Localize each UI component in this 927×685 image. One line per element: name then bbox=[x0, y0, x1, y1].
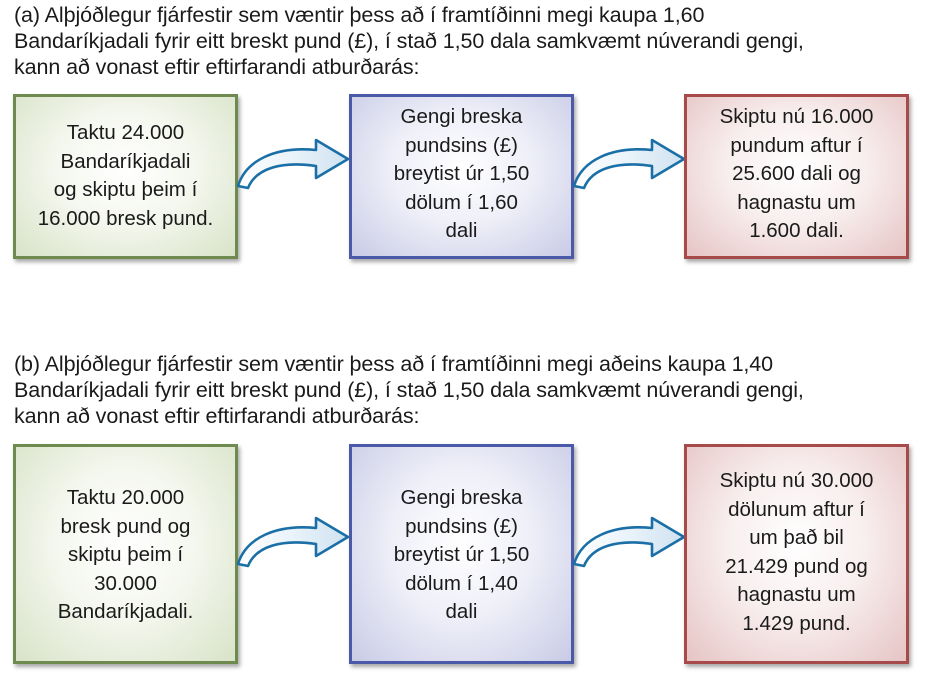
curved-arrow-icon bbox=[236, 508, 351, 568]
part-a-step-1-text: Taktu 24.000 Bandaríkjadali og skiptu þeim í 16.000 bresk pund. bbox=[37, 121, 214, 230]
part-b-step-1-box bbox=[13, 444, 238, 664]
part-a-step-2-text: Gengi breska pundsins (£) breytist úr 1,50 dölum í 1,60 dali bbox=[393, 105, 530, 242]
part-b-step-1-text: Taktu 20.000 bresk pund og skiptu þeim í 30.000 Bandaríkjadali. bbox=[57, 486, 194, 623]
part-a-step-3-box bbox=[684, 94, 909, 259]
part-a-intro: (a) Alþjóðlegur fjárfestir sem væntir þess að í framtíðinni megi kaupa 1,60 Bandaríkjadali fyrir eitt breskt pund (£), í stað 1,50 dala samkvæmt núverandi gengi, kann að vonast eftir eftirfarandi atburðarás: bbox=[14, 3, 804, 79]
part-b-step-3-box bbox=[684, 444, 909, 664]
curved-arrow-icon bbox=[572, 130, 687, 190]
part-b-step-2-text: Gengi breska pundsins (£) breytist úr 1,50 dölum í 1,40 dali bbox=[393, 486, 530, 623]
part-b-step-2-box bbox=[349, 444, 574, 664]
part-a-step-3-text: Skiptu nú 16.000 pundum aftur í 25.600 dali og hagnastu um 1.600 dali. bbox=[719, 105, 874, 242]
part-a-step-1-box bbox=[13, 94, 238, 259]
part-b-intro: (b) Alþjóðlegur fjárfestir sem væntir þess að í framtíðinni megi aðeins kaupa 1,40 Bandaríkjadali fyrir eitt breskt pund (£), í stað 1,50 dala samkvæmt núverandi gengi, kann að vonast eftir eftirfarandi atburðarás: bbox=[14, 352, 804, 428]
curved-arrow-icon bbox=[236, 130, 351, 190]
curved-arrow-icon bbox=[572, 508, 687, 568]
part-b-step-3-text: Skiptu nú 30.000 dölunum aftur í um það bil 21.429 pund og hagnastu um 1.429 pund. bbox=[719, 469, 874, 635]
part-a-step-2-box bbox=[349, 94, 574, 259]
